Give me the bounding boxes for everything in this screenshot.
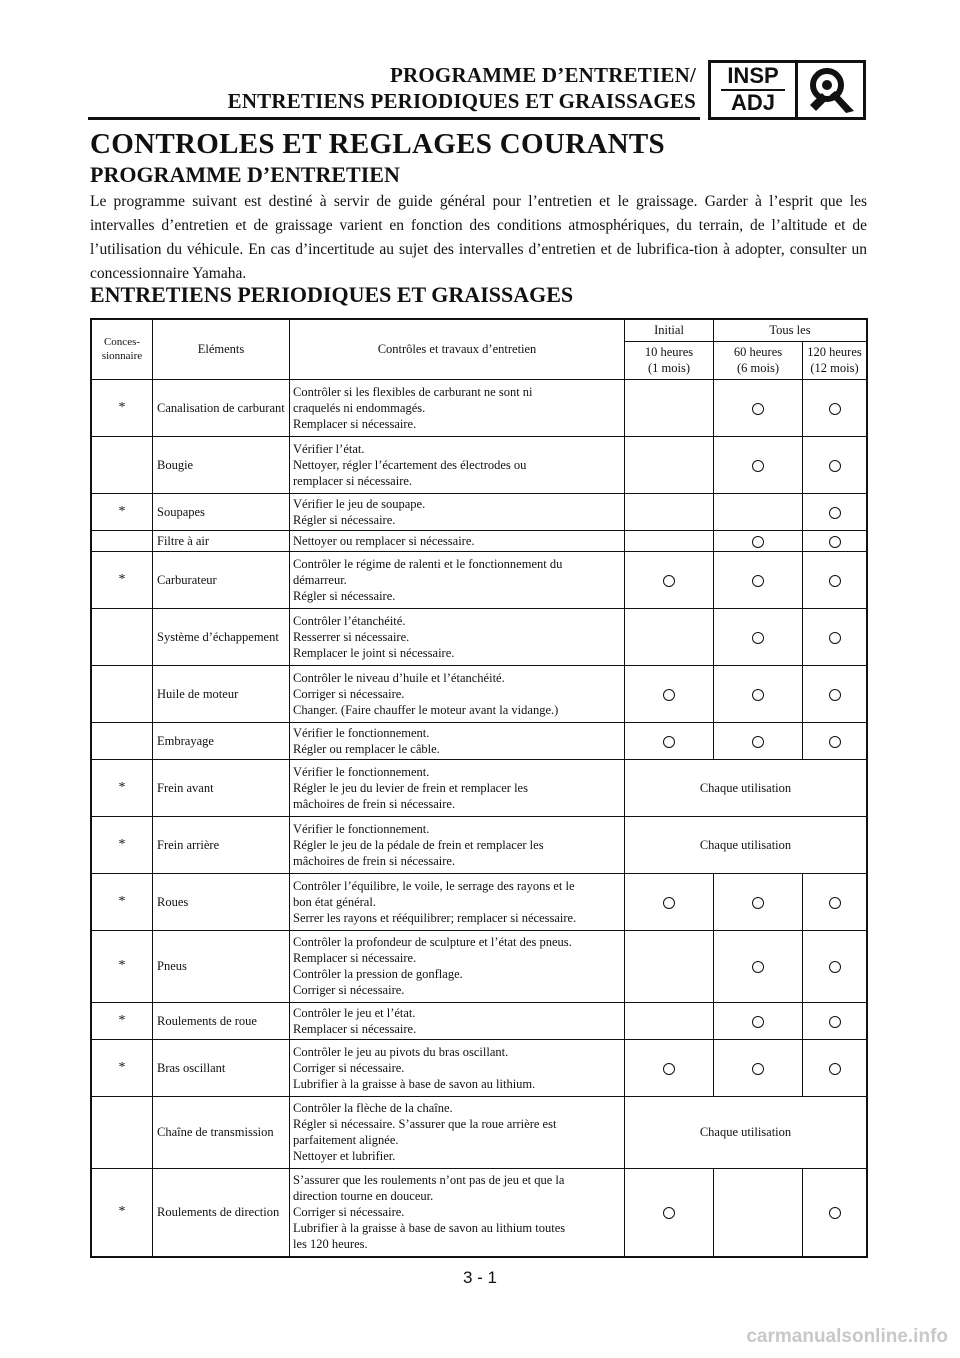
work-cell bbox=[290, 1096, 625, 1168]
col-10h-label: 10 heures bbox=[644, 345, 694, 359]
dealer-cell bbox=[91, 722, 153, 759]
work-line: Vérifier le fonctionnement. bbox=[293, 764, 430, 779]
work-line: Resserrer si nécessaire. bbox=[293, 629, 410, 644]
element-cell: Bougie bbox=[153, 436, 290, 493]
circle-mark-icon bbox=[829, 689, 841, 701]
work-cell bbox=[290, 530, 625, 551]
work-cell bbox=[290, 379, 625, 436]
element-cell: Huile de moteur bbox=[153, 665, 290, 722]
watermark: carmanualsonline.info bbox=[746, 1326, 948, 1347]
work-cell bbox=[290, 493, 625, 530]
mark-120h-cell bbox=[803, 665, 868, 722]
work-line: Contrôler la profondeur de sculpture et l’état des pneus. bbox=[293, 935, 572, 949]
work-cell bbox=[290, 608, 625, 665]
circle-mark-icon bbox=[829, 1063, 841, 1075]
mark-120h-cell bbox=[803, 930, 868, 1002]
interval-span-cell: Chaque utilisation bbox=[625, 759, 868, 816]
work-cell bbox=[290, 1002, 625, 1039]
work-line: Remplacer si nécessaire. bbox=[293, 951, 417, 965]
mark-10h-cell bbox=[625, 493, 714, 530]
mark-120h-cell bbox=[803, 1002, 868, 1039]
dealer-cell: * bbox=[91, 873, 153, 930]
mark-60h-cell bbox=[714, 379, 803, 436]
work-line: Contrôler le jeu et l’état. bbox=[293, 1005, 416, 1020]
circle-mark-icon bbox=[829, 507, 841, 519]
col-120h-sub: (12 mois) bbox=[810, 361, 859, 375]
work-line: Contrôler la flèche de la chaîne. bbox=[293, 1101, 453, 1115]
dealer-cell bbox=[91, 608, 153, 665]
mark-10h-cell bbox=[625, 1168, 714, 1257]
work-line: mâchoires de frein si nécessaire. bbox=[293, 796, 456, 811]
mark-60h-cell bbox=[714, 1002, 803, 1039]
interval-span-cell: Chaque utilisation bbox=[625, 816, 868, 873]
wrench-gear-icon bbox=[798, 63, 863, 117]
col-work-header: Contrôles et travaux d’entretien bbox=[290, 319, 625, 379]
work-line: Corriger si nécessaire. bbox=[293, 1205, 405, 1220]
table-row bbox=[91, 759, 867, 816]
table-row bbox=[91, 665, 867, 722]
element-cell: Système d’échappement bbox=[153, 608, 290, 665]
mark-60h-cell bbox=[714, 493, 803, 530]
element-cell: Roulements de direction bbox=[153, 1168, 290, 1257]
dealer-cell: * bbox=[91, 1039, 153, 1096]
work-cell bbox=[290, 816, 625, 873]
badge-text bbox=[711, 63, 798, 117]
table-title: ENTRETIENS PERIODIQUES ET GRAISSAGES bbox=[90, 282, 574, 307]
dealer-cell: * bbox=[91, 930, 153, 1002]
dealer-cell: * bbox=[91, 1002, 153, 1039]
element-cell: Bras oscillant bbox=[153, 1039, 290, 1096]
page-number: 3 - 1 bbox=[462, 1268, 498, 1287]
work-line: Nettoyer ou remplacer si nécessaire. bbox=[293, 533, 475, 548]
table-row bbox=[91, 1168, 867, 1257]
circle-mark-icon bbox=[752, 1016, 764, 1028]
element-cell: Soupapes bbox=[153, 493, 290, 530]
circle-mark-icon bbox=[752, 961, 764, 973]
work-line: Remplacer si nécessaire. bbox=[293, 416, 417, 431]
circle-mark-icon bbox=[752, 736, 764, 748]
work-line: Régler le jeu du levier de frein et remplacer les bbox=[293, 780, 528, 795]
mark-120h-cell bbox=[803, 493, 868, 530]
interval-span-cell: Chaque utilisation bbox=[625, 1096, 868, 1168]
col-every-header: Tous les bbox=[714, 319, 868, 341]
circle-mark-icon bbox=[663, 575, 675, 587]
work-line: remplacer si nécessaire. bbox=[293, 473, 413, 488]
intro-paragraph: Le programme suivant est destiné à servir de guide général pour l’entretien et le graissage. Garder à l’esprit que les intervalles d’entretien et de graissage varient en fonction des conditions atmosphériques, du terrain, de l’altitude et de l’utilisation du véhicule. En cas d’incertitude au sujet des intervalles d’entretien et de lubrifica-tion à adopter, consulter un concessionnaire Yamaha. bbox=[90, 193, 867, 282]
mark-120h-cell bbox=[803, 873, 868, 930]
dealer-cell bbox=[91, 665, 153, 722]
work-line: Vérifier le jeu de soupape. bbox=[293, 496, 426, 511]
table-row bbox=[91, 530, 867, 551]
mark-120h-cell bbox=[803, 551, 868, 608]
dealer-cell: * bbox=[91, 551, 153, 608]
work-line: Contrôler la pression de gonflage. bbox=[293, 967, 463, 981]
mark-120h-cell bbox=[803, 530, 868, 551]
maintenance-table bbox=[90, 318, 868, 1258]
table-row bbox=[91, 551, 867, 608]
col-dealer-header: Conces-sionnaire bbox=[91, 319, 153, 379]
dealer-cell bbox=[91, 530, 153, 551]
page-header bbox=[0, 0, 960, 130]
work-line: les 120 heures. bbox=[293, 1237, 368, 1252]
work-cell bbox=[290, 665, 625, 722]
circle-mark-icon bbox=[829, 403, 841, 415]
work-line: mâchoires de frein si nécessaire. bbox=[293, 853, 456, 868]
work-cell bbox=[290, 436, 625, 493]
col-10h-header bbox=[625, 341, 714, 379]
work-line: Corriger si nécessaire. bbox=[293, 983, 405, 997]
table-row bbox=[91, 379, 867, 436]
circle-mark-icon bbox=[663, 736, 675, 748]
work-line: craquelés ni endommagés. bbox=[293, 400, 426, 415]
work-cell bbox=[290, 930, 625, 1002]
circle-mark-icon bbox=[752, 632, 764, 644]
header-rule bbox=[88, 117, 700, 120]
dealer-cell: * bbox=[91, 379, 153, 436]
work-line: Contrôler le régime de ralenti et le fonctionnement du bbox=[293, 556, 563, 571]
work-line: Vérifier le fonctionnement. bbox=[293, 821, 430, 836]
work-line: Vérifier l’état. bbox=[293, 441, 365, 456]
section-title: CONTROLES ET REGLAGES COURANTS bbox=[90, 128, 665, 160]
mark-60h-cell bbox=[714, 1039, 803, 1096]
circle-mark-icon bbox=[829, 736, 841, 748]
dealer-cell: * bbox=[91, 1168, 153, 1257]
work-line: Vérifier le fonctionnement. bbox=[293, 725, 430, 740]
col-60h-label: 60 heures bbox=[733, 345, 783, 359]
col-60h-header bbox=[714, 341, 803, 379]
element-cell: Canalisation de carburant bbox=[153, 379, 290, 436]
work-line: parfaitement alignée. bbox=[293, 1133, 399, 1147]
dealer-cell bbox=[91, 1096, 153, 1168]
element-cell: Frein avant bbox=[153, 759, 290, 816]
header-title bbox=[228, 62, 696, 114]
element-cell: Frein arrière bbox=[153, 816, 290, 873]
table-row bbox=[91, 493, 867, 530]
work-line: Régler ou remplacer le câble. bbox=[293, 741, 440, 756]
element-cell: Filtre à air bbox=[153, 530, 290, 551]
work-cell bbox=[290, 551, 625, 608]
mark-60h-cell bbox=[714, 1168, 803, 1257]
col-initial-header: Initial bbox=[625, 319, 714, 341]
col-120h-header bbox=[803, 341, 868, 379]
insp-adj-badge bbox=[708, 60, 866, 120]
work-line: bon état général. bbox=[293, 894, 376, 909]
dealer-cell: * bbox=[91, 816, 153, 873]
work-cell bbox=[290, 873, 625, 930]
table-row bbox=[91, 1096, 867, 1168]
circle-mark-icon bbox=[663, 1207, 675, 1219]
mark-10h-cell bbox=[625, 608, 714, 665]
element-cell: Embrayage bbox=[153, 722, 290, 759]
circle-mark-icon bbox=[663, 897, 675, 909]
col-elements-header: Eléments bbox=[153, 319, 290, 379]
work-line: Contrôler le jeu au pivots du bras oscillant. bbox=[293, 1044, 509, 1059]
mark-120h-cell bbox=[803, 722, 868, 759]
table-row bbox=[91, 722, 867, 759]
work-line: Régler si nécessaire. S’assurer que la roue arrière est bbox=[293, 1117, 557, 1131]
table-row bbox=[91, 436, 867, 493]
mark-10h-cell bbox=[625, 873, 714, 930]
work-line: Lubrifier à la graisse à base de savon au lithium toutes bbox=[293, 1221, 566, 1236]
table-row bbox=[91, 1039, 867, 1096]
circle-mark-icon bbox=[752, 1063, 764, 1075]
work-line: Changer. (Faire chauffer le moteur avant la vidange.) bbox=[293, 702, 559, 717]
work-line: Serrer les rayons et rééquilibrer; remplacer si nécessaire. bbox=[293, 910, 577, 925]
work-line: Contrôler si les flexibles de carburant ne sont ni bbox=[293, 384, 533, 399]
work-cell bbox=[290, 759, 625, 816]
work-line: Régler si nécessaire. bbox=[293, 512, 396, 527]
work-line: Remplacer si nécessaire. bbox=[293, 1021, 417, 1036]
circle-mark-icon bbox=[752, 689, 764, 701]
mark-120h-cell bbox=[803, 1168, 868, 1257]
table-row bbox=[91, 930, 867, 1002]
mark-60h-cell bbox=[714, 551, 803, 608]
table-row bbox=[91, 1002, 867, 1039]
mark-120h-cell bbox=[803, 379, 868, 436]
mark-120h-cell bbox=[803, 436, 868, 493]
work-line: Contrôler l’étanchéité. bbox=[293, 613, 406, 628]
mark-120h-cell bbox=[803, 1039, 868, 1096]
circle-mark-icon bbox=[829, 460, 841, 472]
work-cell bbox=[290, 1168, 625, 1257]
mark-60h-cell bbox=[714, 722, 803, 759]
circle-mark-icon bbox=[829, 632, 841, 644]
mark-60h-cell bbox=[714, 873, 803, 930]
work-line: Corriger si nécessaire. bbox=[293, 1060, 405, 1075]
table-row bbox=[91, 816, 867, 873]
subsection-title: PROGRAMME D’ENTRETIEN bbox=[90, 162, 400, 187]
circle-mark-icon bbox=[752, 460, 764, 472]
mark-60h-cell bbox=[714, 436, 803, 493]
element-cell: Carburateur bbox=[153, 551, 290, 608]
col-120h-label: 120 heures bbox=[807, 345, 862, 359]
work-line: direction tourne en douceur. bbox=[293, 1189, 434, 1204]
maintenance-table-body bbox=[91, 379, 867, 1257]
header-title-line1: PROGRAMME D’ENTRETIEN/ bbox=[390, 63, 696, 87]
circle-mark-icon bbox=[752, 897, 764, 909]
mark-10h-cell bbox=[625, 436, 714, 493]
mark-60h-cell bbox=[714, 608, 803, 665]
work-line: Corriger si nécessaire. bbox=[293, 686, 405, 701]
circle-mark-icon bbox=[663, 689, 675, 701]
work-cell bbox=[290, 722, 625, 759]
work-line: Régler si nécessaire. bbox=[293, 588, 396, 603]
mark-60h-cell bbox=[714, 665, 803, 722]
work-cell bbox=[290, 1039, 625, 1096]
work-line: Remplacer le joint si nécessaire. bbox=[293, 645, 455, 660]
element-cell: Roulements de roue bbox=[153, 1002, 290, 1039]
work-line: Lubrifier à la graisse à base de savon au lithium. bbox=[293, 1076, 536, 1091]
table-row bbox=[91, 873, 867, 930]
col-10h-sub: (1 mois) bbox=[647, 361, 690, 375]
mark-10h-cell bbox=[625, 930, 714, 1002]
work-line: Nettoyer et lubrifier. bbox=[293, 1149, 396, 1163]
mark-120h-cell bbox=[803, 608, 868, 665]
circle-mark-icon bbox=[829, 1016, 841, 1028]
dealer-cell bbox=[91, 436, 153, 493]
circle-mark-icon bbox=[829, 961, 841, 973]
mark-10h-cell bbox=[625, 379, 714, 436]
mark-10h-cell bbox=[625, 1039, 714, 1096]
circle-mark-icon bbox=[829, 575, 841, 587]
col-60h-sub: (6 mois) bbox=[736, 361, 779, 375]
mark-60h-cell bbox=[714, 930, 803, 1002]
circle-mark-icon bbox=[829, 897, 841, 909]
circle-mark-icon bbox=[829, 536, 841, 548]
dealer-cell: * bbox=[91, 759, 153, 816]
circle-mark-icon bbox=[752, 536, 764, 548]
work-line: Contrôler le niveau d’huile et l’étanchéité. bbox=[293, 670, 505, 685]
mark-10h-cell bbox=[625, 551, 714, 608]
mark-10h-cell bbox=[625, 722, 714, 759]
mark-10h-cell bbox=[625, 530, 714, 551]
circle-mark-icon bbox=[663, 1063, 675, 1075]
work-line: Nettoyer, régler l’écartement des électrodes ou bbox=[293, 457, 527, 472]
work-line: Contrôler l’équilibre, le voile, le serrage des rayons et le bbox=[293, 878, 575, 893]
table-row bbox=[91, 608, 867, 665]
work-line: démarreur. bbox=[293, 572, 347, 587]
mark-10h-cell bbox=[625, 1002, 714, 1039]
mark-60h-cell bbox=[714, 530, 803, 551]
element-cell: Roues bbox=[153, 873, 290, 930]
element-cell: Pneus bbox=[153, 930, 290, 1002]
circle-mark-icon bbox=[752, 575, 764, 587]
header-title-line2: ENTRETIENS PERIODIQUES ET GRAISSAGES bbox=[227, 89, 696, 113]
badge-bottom-label: ADJ bbox=[730, 90, 775, 115]
badge-top-label: INSP bbox=[721, 65, 785, 91]
circle-mark-icon bbox=[829, 1207, 841, 1219]
dealer-cell: * bbox=[91, 493, 153, 530]
work-line: Régler le jeu de la pédale de frein et remplacer les bbox=[293, 837, 544, 852]
element-cell: Chaîne de transmission bbox=[153, 1096, 290, 1168]
work-line: S’assurer que les roulements n’ont pas de jeu et que la bbox=[293, 1173, 565, 1188]
circle-mark-icon bbox=[752, 403, 764, 415]
mark-10h-cell bbox=[625, 665, 714, 722]
